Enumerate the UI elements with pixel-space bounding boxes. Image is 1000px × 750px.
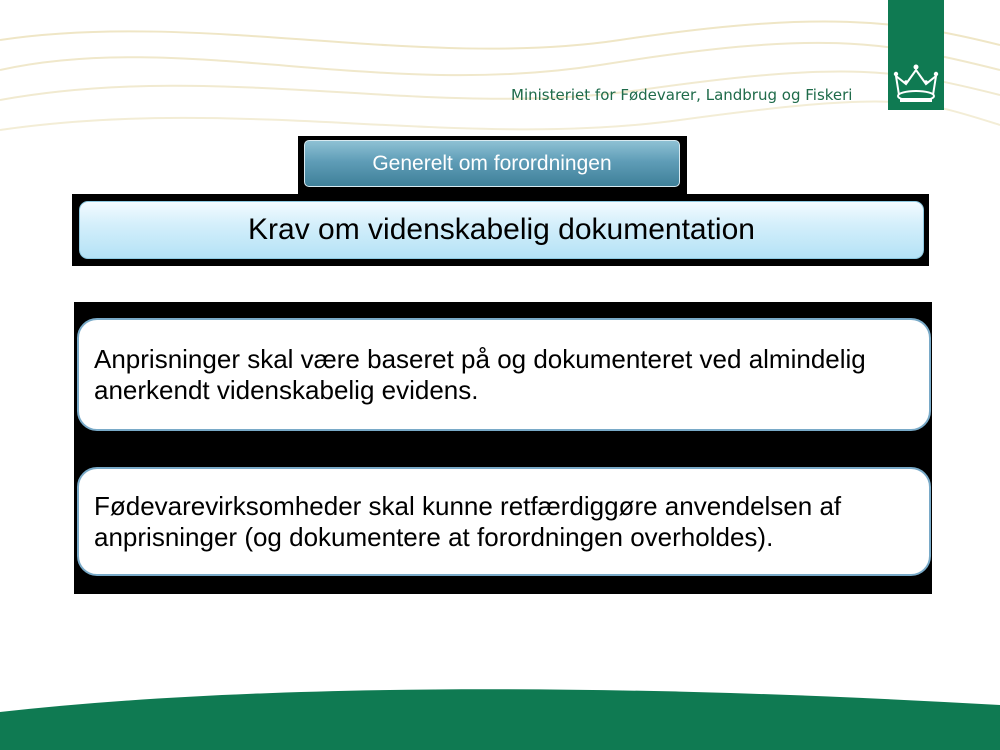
point-card-2 (77, 467, 931, 576)
slide-title: Krav om videnskabelig dokumentation (79, 201, 924, 259)
section-label: Generelt om forordningen (304, 140, 680, 187)
ministry-name: Ministeriet for Fødevarer, Landbrug og Fiskeri (511, 86, 853, 104)
point-text-2: Fødevarevirksomheder skal kunne retfærdiggøre anvendelsen af anprisninger (og dokumentere at forordningen overholdes). (94, 490, 842, 552)
crown-icon (892, 62, 940, 106)
point-card-1 (77, 318, 931, 431)
point-text-1: Anprisninger skal være baseret på og dokumenteret ved almindelig anerkendt videnskabelig evidens. (94, 343, 866, 405)
ministry-logo (888, 0, 944, 110)
